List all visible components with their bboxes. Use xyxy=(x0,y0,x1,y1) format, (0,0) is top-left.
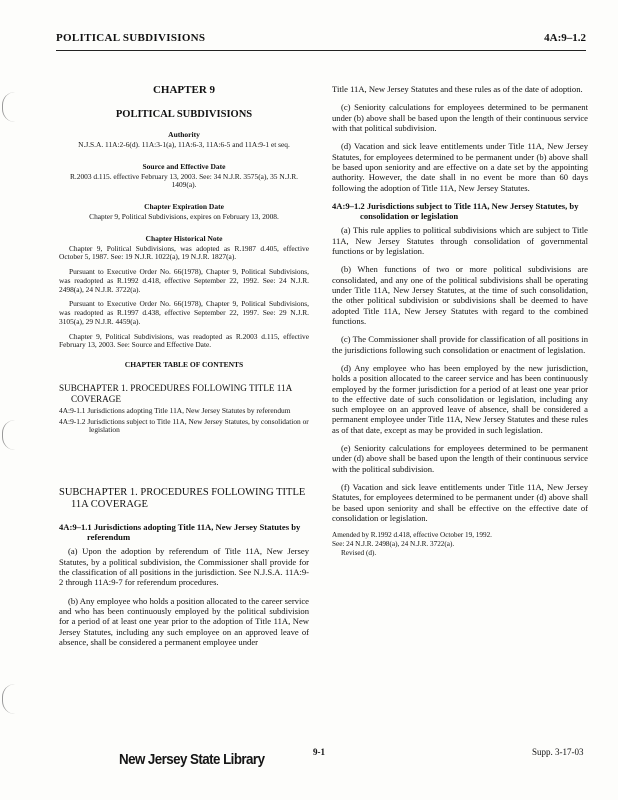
paragraph: (d) Any employee who has been employed by the new jurisdiction, holds a position allocated to the career service and has been continuously employed by the former jurisdiction for a period of at least one year prior to the effective date of such consolidation or legislation, including any such employee on an approved leave of absence, shall be considered a permanent employee under Title 11A, New Jersey Statutes and these rules as of that date, except as may be provided in such legislation. xyxy=(332,362,588,435)
header-section: 4A:9–1.2 xyxy=(544,32,586,44)
punch-hole-mark xyxy=(2,420,15,450)
chapter-title: POLITICAL SUBDIVISIONS xyxy=(115,109,253,121)
library-stamp: New Jersey State Library xyxy=(119,752,265,768)
paragraph: Title 11A, New Jersey Statutes and these rules as of the date of adoption. xyxy=(332,84,583,94)
history-note: Chapter 9, Political Subdivisions, was adopted as R.1987 d.405, effective October 5, 1987. See: 19 N.J.R. 1022(a), 19 N.J.R. 1827(a). xyxy=(59,243,309,262)
paragraph: (f) Vacation and sick leave entitlements under Title 11A, New Jersey Statutes, for employees determined to be permanent under (d) above shall be based upon seniority and shall be effective on the effective date of consolidation or legislation. xyxy=(332,482,588,523)
toc-item[interactable]: 4A:9-1.1 Jurisdictions adopting Title 11A, New Jersey Statutes by referendum xyxy=(59,406,291,416)
amendment-note: Amended by R.1992 d.418, effective October 19, 1992. xyxy=(332,531,492,540)
paragraph: (d) Vacation and sick leave entitlements under Title 11A, New Jersey Statutes, for employees determined to be permanent under (b) above shall be based upon seniority and are effective on a date set by the appointing authority. However, the date shall in no event be more than 60 days following the adoption of Title 11A, New Jersey Statutes. xyxy=(332,141,588,193)
left-column xyxy=(59,84,309,655)
toc-heading: CHAPTER TABLE OF CONTENTS xyxy=(124,360,244,370)
header-title: POLITICAL SUBDIVISIONS xyxy=(56,32,206,44)
toc-item[interactable]: 4A:9-1.2 Jurisdictions subject to Title 11A, New Jersey Statutes, by consolidation or legislation xyxy=(59,416,309,435)
amendment-note: Revised (d). xyxy=(341,548,377,557)
paragraph: (b) When functions of two or more political subdivisions are consolidated, and any one of the political subdivisions shall be operating under Title 11A, New Jersey Statutes, at the time of such consolidation, the other political subdivision or subdivisions shall be deemed to have adopted Title 11A, New Jersey Statutes with regard to the combined functions. xyxy=(332,264,588,326)
source-heading: Source and Effective Date xyxy=(142,161,226,171)
amendment-note: See: 24 N.J.R. 2498(a), 24 N.J.R. 3722(a). xyxy=(332,539,455,548)
paragraph: (c) Seniority calculations for employees determined to be permanent under (b) above shall be based upon the length of their continuous service with that political subdivision. xyxy=(332,102,588,133)
authority-heading: Authority xyxy=(168,129,200,139)
right-column xyxy=(332,84,588,557)
rule-heading: 4A:9–1.1 Jurisdictions adopting Title 11A, New Jersey Statutes by referendum xyxy=(59,521,301,543)
running-header xyxy=(56,30,586,51)
history-note: Pursuant to Executive Order No. 66(1978), Chapter 9, Political Subdivisions, was readopted as R.1992 d.418, effective September 22, 1992. See: 24 N.J.R. 2498(a), 24 N.J.R. 3722(a). xyxy=(59,267,309,294)
subchapter-heading: SUBCHAPTER 1. PROCEDURES FOLLOWING TITLE 11A COVERAGE xyxy=(59,486,306,511)
page-number: 9-1 xyxy=(313,747,325,757)
rule-heading: 4A:9–1.2 Jurisdictions subject to Title 11A, New Jersey Statutes, by consolidation or legislation xyxy=(332,200,579,222)
history-heading: Chapter Historical Note xyxy=(145,233,223,243)
toc-subchapter: SUBCHAPTER 1. PROCEDURES FOLLOWING TITLE 11A COVERAGE xyxy=(59,383,292,405)
supplement-date: Supp. 3-17-03 xyxy=(532,747,584,757)
paragraph: (a) Upon the adoption by referendum of Title 11A, New Jersey Statutes, by a political subdivision, the Commissioner shall provide for the classification of all positions in the jurisdiction. See N.J.S.A. 11A:9-2 through 11A:9-7 for referendum procedures. xyxy=(59,546,309,588)
punch-hole-mark xyxy=(2,684,15,714)
expiration-text: Chapter 9, Political Subdivisions, expires on February 13, 2008. xyxy=(89,211,279,221)
paragraph: (b) Any employee who holds a position allocated to the career service and who has been continuously employed by the political subdivision for a period of at least one year prior to the adoption of Title 11A, New Jersey Statutes, including any such employee on an approved leave of absence, shall be considered a permanent employee under xyxy=(59,595,309,647)
history-note: Pursuant to Executive Order No. 66(1978), Chapter 9, Political Subdivisions, was readopted as R.1997 d.438, effective September 22, 1997. See: 29 N.J.R. 3105(a), 29 N.J.R. 4459(a). xyxy=(59,299,309,326)
history-note: Chapter 9, Political Subdivisions, was readopted as R.2003 d.115, effective February 13, 2003. See: Source and Effective Date. xyxy=(59,331,309,350)
expiration-heading: Chapter Expiration Date xyxy=(144,201,224,211)
paragraph: (a) This rule applies to political subdivisions which are subject to Title 11A, New Jersey Statutes through consolidation of governmental functions or by legislation. xyxy=(332,225,588,257)
paragraph: (e) Seniority calculations for employees determined to be permanent under (d) above shall be based upon the length of their continuous service with the political subdivision. xyxy=(332,443,588,474)
authority-text: N.J.S.A. 11A:2-6(d). 11A:3-1(a), 11A:6-3, 11A:6-5 and 11A:9-1 et seq. xyxy=(78,139,290,149)
chapter-number: CHAPTER 9 xyxy=(152,84,216,96)
paragraph: (c) The Commissioner shall provide for classification of all positions in the jurisdictions following such consolidation or enactment of legislation. xyxy=(332,334,588,355)
punch-hole-mark xyxy=(2,92,15,122)
source-text: R.2003 d.115. effective February 13, 2003. See: 34 N.J.R. 3575(a), 35 N.J.R. 1409(a). xyxy=(69,171,299,190)
